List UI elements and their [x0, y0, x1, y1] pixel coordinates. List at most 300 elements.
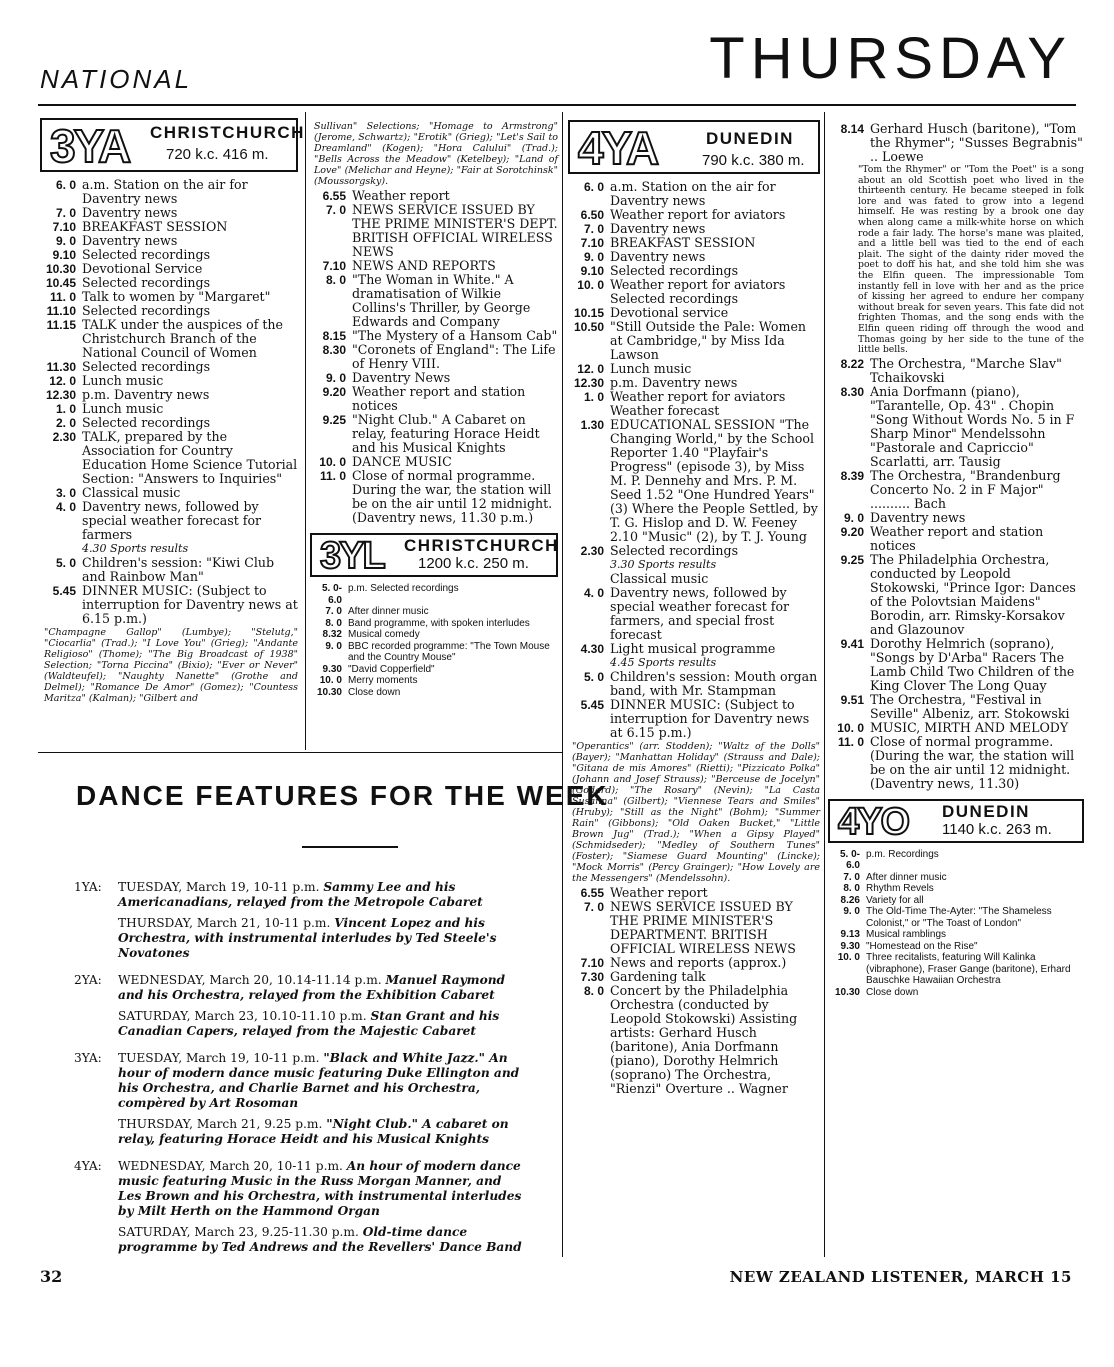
- programme-entry: [40, 500, 298, 542]
- header-rule: [38, 104, 1076, 106]
- entry-time: 8.39: [840, 468, 864, 483]
- programme-entry: [828, 525, 1084, 553]
- entry-time: 2.30: [580, 544, 604, 558]
- entry-time: 10.30: [834, 986, 860, 998]
- programme-entry: [568, 180, 820, 208]
- entry-time: 9. 0: [843, 510, 864, 525]
- entry-time: 8.32: [322, 629, 342, 640]
- entry-text: Daventry news: [610, 221, 706, 236]
- entry-text: The Old-Time The-Ayter: "The Shameless Colonist," or "The Toast of London": [866, 906, 1052, 929]
- station-city: DUNEDIN: [706, 129, 794, 148]
- entry-text: Lunch music: [610, 361, 692, 376]
- station-freq: 1200 k.c. 250 m.: [418, 555, 529, 572]
- programme-entry: [310, 189, 558, 203]
- programme-entry: [40, 290, 298, 304]
- programme-entry: [568, 642, 820, 656]
- dance-text: [118, 973, 522, 1003]
- entry-text: Selected recordings: [82, 415, 211, 430]
- programme-entry: [310, 664, 558, 676]
- programme-entry: [568, 264, 820, 278]
- entry-time: 10. 0: [577, 278, 604, 292]
- entry-time: 6.55: [580, 886, 604, 900]
- programme-entry: [40, 402, 298, 416]
- entry-text: Selected recordings: [82, 247, 211, 262]
- entry-text: Close of normal programme. (During the war, the station will be on the air until 12 midnight. (Daventry news, 11.30): [870, 733, 1075, 791]
- dance-features-title: DANCE FEATURES FOR THE WEEK: [76, 780, 609, 811]
- entry-text: The Orchestra, "Festival in Seville" Albeniz, arr. Stokowski: [870, 691, 1070, 721]
- section-label: NATIONAL: [40, 64, 193, 94]
- entry-text: Selected recordings: [610, 263, 739, 278]
- programme-entry: [40, 374, 298, 388]
- entry-text: DANCE MUSIC: [352, 454, 452, 469]
- entry-text: Close of normal programme. During the war, the station will be on the air until 12 midnight. (Daventry news, 11.30 p.m.): [352, 468, 553, 525]
- dance-date: TUESDAY, March 19, 10-11 p.m.: [118, 1051, 320, 1065]
- entry-text: Children's session: Mouth organ band, with Mr. Stampman: [610, 669, 818, 698]
- entry-text: Close down: [348, 686, 401, 698]
- entry-text: Ania Dorfmann (piano), "Tarantelle, Op. 43" . Chopin "Song Without Words No. 5 in F Sharp Minor" Mendelssohn "Pastorale and Capriccio" Scarlatti, arr. Tausig: [870, 383, 1075, 469]
- dance-entry: [74, 1051, 522, 1147]
- programme-entry: [828, 895, 1084, 907]
- dance-text: [118, 880, 522, 910]
- entry-text: Classical music: [82, 485, 181, 500]
- entry-time: 6.50: [580, 208, 604, 222]
- programme-entry: [828, 929, 1084, 941]
- column-divider: [562, 112, 563, 1257]
- programme-list: [568, 572, 820, 656]
- dinner-music-list: "Operantics" (arr. Stodden); "Waltz of the Dolls" (Bayer); "Manhattan Holiday" (Strauss and Dale); "Gitana de mis Amores" (Rietti); "Pizzicato Polka" (Johann and Josef Strauss); "Berceuse de Jocelyn" (Godard); "The Rosary" (Nevin); "La Casta Susanna" (Gilbert); "Viennese Tears and Smiles" (Hruby); "Still as the Night" (Bohm); "Summer Rain" (Gibbons); "Old Oaken Bucket," "Little Brown Jug" (Trad.); "When a Gipsy Played" (Schmidseder); "Medley of Southern Tunes" (Foster); "Siamese Guard Mounting" (Lincke); "Mock Morris" (Percy Grainger); "How Lovely are the Messengers" (Mendelssohn).: [572, 741, 820, 884]
- entry-time: 4. 0: [583, 586, 604, 600]
- title-rule: [302, 846, 398, 848]
- entry-text: Lunch music: [82, 401, 164, 416]
- programme-list: [310, 189, 558, 525]
- programme-list: [828, 849, 1084, 999]
- programme-entry: [828, 941, 1084, 953]
- dance-line: [74, 1009, 522, 1039]
- entry-time: 9.30: [840, 940, 860, 952]
- entry-time: [568, 572, 610, 586]
- programme-entry: [828, 637, 1084, 693]
- entry-text: Selected recordings: [82, 303, 211, 318]
- entry-time: 8.26: [840, 894, 860, 906]
- dance-details: An hour of modern dance music featuring Music in the Russ Morgan Manner, and Les Brown and his Orchestra, with instrumental interludes by Milt Herth on the Hammond Organ: [118, 1159, 522, 1218]
- entry-time: 2.30: [52, 430, 76, 444]
- entry-text: Weather report for aviators Selected recordings: [610, 277, 786, 306]
- entry-time: 9.51: [840, 692, 864, 707]
- entry-text: Children's session: "Kiwi Club and Rainbow Man": [82, 555, 275, 584]
- station-call: 3YL: [320, 535, 384, 577]
- entry-text: NEWS SERVICE ISSUED BY THE PRIME MINISTER'S DEPT. BRITISH OFFICIAL WIRELESS NEWS: [352, 202, 558, 259]
- dance-line: [74, 880, 522, 910]
- entry-text: NEWS SERVICE ISSUED BY THE PRIME MINISTER'S DEPARTMENT. BRITISH OFFICIAL WIRELESS NEWS: [610, 899, 796, 956]
- entry-text: The Philadelphia Orchestra, conducted by Leopold Stokowski, "Prince Igor: Dances of the Polovtsian Maidens" Borodin, arr. Rimsky-Korsakov and Glazounov: [870, 551, 1076, 637]
- entry-time: 8.14: [840, 122, 864, 136]
- programme-entry: [40, 416, 298, 430]
- entry-text: Gerhard Husch (baritone), "Tom the Rhymer"; "Susses Begrabnis" .. Loewe: [870, 121, 1083, 164]
- dance-line: [74, 1051, 522, 1111]
- entry-text: TALK under the auspices of the Christchurch Branch of the National Council of Women: [82, 317, 283, 360]
- dance-entry: [74, 880, 522, 961]
- column-divider: [824, 112, 825, 1257]
- programme-entry: [568, 362, 820, 376]
- station-box-3yl: [310, 533, 558, 577]
- programme-list: [310, 583, 558, 698]
- entry-text: Selected recordings: [610, 543, 739, 558]
- entry-text: Band programme, with spoken interludes: [348, 617, 530, 629]
- entry-text: The Orchestra, "Marche Slav" Tchaikovski: [870, 355, 1062, 385]
- entry-text: "The Mystery of a Hansom Cab": [352, 328, 558, 343]
- entry-text: DINNER MUSIC: (Subject to interruption for Daventry news at 6.15 p.m.): [610, 697, 810, 740]
- dance-date: WEDNESDAY, March 20, 10.14-11.14 p.m.: [118, 973, 382, 987]
- station-call: 4YA: [578, 122, 658, 174]
- station-code: [74, 1117, 118, 1147]
- programme-entry: [828, 906, 1084, 929]
- programme-entry: [568, 208, 820, 222]
- entry-text: NEWS AND REPORTS: [352, 258, 496, 273]
- sports-note: 4.30 Sports results: [82, 542, 189, 555]
- programme-entry: [568, 984, 820, 1096]
- entry-time: 6.55: [322, 189, 346, 203]
- entry-text: "Still Outside the Pale: Women at Cambridge," by Miss Ida Lawson: [610, 319, 807, 362]
- programme-entry: [310, 259, 558, 273]
- dance-text: [118, 916, 522, 961]
- entry-text: Daventry news: [82, 205, 178, 220]
- programme-entry: [40, 318, 298, 360]
- programme-entry: [310, 203, 558, 259]
- programme-entry: [568, 572, 820, 586]
- dance-text: [118, 1159, 522, 1219]
- dance-date: SATURDAY, March 23, 9.25-11.30 p.m.: [118, 1225, 359, 1239]
- sports-note: 3.30 Sports results: [610, 558, 717, 571]
- station-code: [74, 1009, 118, 1039]
- programme-entry: [40, 584, 298, 626]
- entry-time: 9.13: [840, 929, 860, 941]
- entry-text: Weather report and station notices: [870, 523, 1044, 553]
- entry-time: 9. 0: [843, 906, 860, 918]
- dance-text: [118, 1009, 522, 1039]
- programme-entry: [568, 390, 820, 418]
- dance-details: Old-time dance programme by Ted Andrews and the Revellers' Dance Band: [118, 1225, 522, 1254]
- programme-entry: [568, 320, 820, 362]
- column-3ya: [40, 118, 305, 706]
- entry-time: 7. 0: [843, 871, 860, 883]
- day-heading: THURSDAY: [709, 26, 1072, 91]
- dance-date: TUESDAY, March 19, 10-11 p.m.: [118, 880, 320, 894]
- entry-text: Selected recordings: [82, 275, 211, 290]
- programme-entry: [568, 900, 820, 956]
- programme-entry: [310, 583, 558, 606]
- section-rule: [38, 752, 562, 753]
- entry-text: Weather report and station notices: [352, 384, 526, 413]
- station-code: [74, 1225, 118, 1255]
- dance-text: [118, 1225, 522, 1255]
- programme-entry: [310, 273, 558, 329]
- entry-time: 12.30: [45, 388, 76, 402]
- dance-details: Sammy Lee and his Americanadians, relayed from the Metropole Cabaret: [118, 880, 483, 909]
- programme-entry: [40, 248, 298, 262]
- programme-entry: [568, 278, 820, 306]
- programme-entry: [310, 687, 558, 699]
- station-box-4yo: [828, 799, 1084, 843]
- entry-text: Daventry News: [352, 370, 451, 385]
- programme-entry: [40, 178, 298, 206]
- column-divider: [305, 112, 306, 750]
- entry-text: p.m. Daventry news: [82, 387, 210, 402]
- entry-text: BREAKFAST SESSION: [610, 235, 756, 250]
- programme-entry: [40, 234, 298, 248]
- entry-time: 9. 0: [55, 234, 76, 248]
- entry-time: 8. 0: [325, 273, 346, 287]
- entry-time: 5. 0: [55, 556, 76, 570]
- entry-text: BREAKFAST SESSION: [82, 219, 228, 234]
- programme-entry: [310, 469, 558, 525]
- entry-text: Musical ramblings: [866, 929, 947, 941]
- entry-time: 9.25: [322, 413, 346, 427]
- programme-entry: [40, 276, 298, 290]
- entry-text: Selected recordings: [82, 359, 211, 374]
- entry-text: a.m. Station on the air for Daventry news: [82, 177, 248, 206]
- dance-entry: [74, 1159, 522, 1255]
- programme-entry: [310, 618, 558, 630]
- entry-time: 9. 0: [583, 250, 604, 264]
- column-4ya-cont: [828, 122, 1084, 998]
- programme-entry: [40, 388, 298, 402]
- entry-time: 5. 0: [583, 670, 604, 684]
- programme-entry: [828, 883, 1084, 895]
- dance-line: [74, 1117, 522, 1147]
- programme-entry: [40, 304, 298, 318]
- entry-time: 10.30: [45, 262, 76, 276]
- entry-time: 11. 0: [319, 469, 346, 483]
- station-call: 4YO: [838, 800, 909, 843]
- entry-text: Devotional service: [610, 305, 729, 320]
- dance-details: "Night Club." A cabaret on relay, featuring Horace Heidt and his Musical Knights: [118, 1117, 509, 1146]
- programme-entry: [40, 430, 298, 486]
- programme-entry: [828, 693, 1084, 721]
- programme-list: [828, 357, 1084, 791]
- entry-text: The Orchestra, "Brandenburg Concerto No. 2 in F Major" .......... Bach: [870, 467, 1061, 511]
- column-4ya: [568, 120, 820, 1096]
- entry-text: Merry moments: [348, 675, 418, 686]
- programme-entry: [568, 586, 820, 642]
- entry-time: 8. 0: [843, 883, 860, 895]
- programme-entry: [568, 670, 820, 698]
- dance-features-list: [74, 880, 522, 1267]
- programme-entry: [828, 721, 1084, 735]
- entry-time: 9.25: [840, 552, 864, 567]
- programme-list: [40, 556, 298, 626]
- programme-entry: [568, 886, 820, 900]
- programme-list: [568, 886, 820, 1096]
- entry-time: 10. 0: [319, 455, 346, 469]
- entry-time: 8. 0: [583, 984, 604, 998]
- entry-time: 8. 0: [325, 617, 342, 629]
- entry-text: Weather report: [352, 188, 450, 203]
- entry-time: 11.15: [46, 318, 76, 332]
- programme-entry: [828, 385, 1084, 469]
- entry-time: 7.10: [322, 259, 346, 273]
- programme-entry: [310, 385, 558, 413]
- entry-time: 5. 0-6.0: [321, 583, 342, 606]
- entry-time: 5.45: [52, 584, 76, 598]
- entry-text: Daventry news: [870, 509, 966, 525]
- programme-list: [40, 178, 298, 542]
- entry-text: EDUCATIONAL SESSION "The Changing World," by the School Reporter 1.40 "Playfair's Progress" (episode 3), by Miss M. P. Dennehy and Mrs. P. M. Seed 1.52 "One Hundred Years" (3) Where the People Settled, by T. G. Hislop and D. W. Feeney 2.10 "Music" (2), by T. J. Young: [610, 417, 818, 544]
- station-freq: 1140 k.c. 263 m.: [942, 820, 1052, 838]
- programme-entry: [310, 413, 558, 455]
- entry-time: 4.30: [580, 642, 604, 656]
- dance-line: [74, 973, 522, 1003]
- entry-text: BBC recorded programme: "The Town Mouse and the Country Mouse": [348, 640, 550, 663]
- dance-line: [74, 1159, 522, 1219]
- entry-text: DINNER MUSIC: (Subject to interruption for Daventry news at 6.15 p.m.): [82, 583, 298, 626]
- station-code: [74, 916, 118, 961]
- programme-entry: [568, 544, 820, 558]
- entry-text: Gardening talk: [610, 969, 706, 984]
- entry-time: 7.30: [580, 970, 604, 984]
- entry-time: 10.15: [573, 306, 604, 320]
- entry-time: 12. 0: [49, 374, 76, 388]
- dance-details: Manuel Raymond and his Orchestra, relayed from the Exhibition Cabaret: [118, 973, 506, 1002]
- entry-time: 9.10: [580, 264, 604, 278]
- station-code: 3YA:: [74, 1051, 102, 1065]
- dance-details: Vincent Lopez and his Orchestra, with instrumental interludes by Ted Steele's Novatones: [118, 916, 497, 960]
- programme-entry: [310, 455, 558, 469]
- entry-text: Close down: [866, 986, 919, 998]
- entry-time: 1. 0: [583, 390, 604, 404]
- entry-time: 7.10: [580, 956, 604, 970]
- programme-entry: [40, 556, 298, 584]
- entry-time: 9.30: [322, 663, 342, 675]
- entry-time: 7. 0: [55, 206, 76, 220]
- dance-line: [74, 916, 522, 961]
- entry-time: 11.10: [46, 304, 76, 318]
- station-freq: 790 k.c. 380 m.: [702, 152, 805, 169]
- entry-time: 7.10: [52, 220, 76, 234]
- station-code: 1YA:: [74, 880, 102, 894]
- entry-text: Weather report: [610, 885, 708, 900]
- programme-entry: [568, 376, 820, 390]
- sports-note: 4.45 Sports results: [610, 656, 717, 669]
- entry-text: p.m. Recordings: [866, 848, 939, 860]
- entry-text: Daventry news, followed by special weather forecast for farmers: [82, 499, 262, 542]
- programme-entry: [828, 849, 1084, 872]
- programme-entry: [828, 872, 1084, 884]
- entry-text: Rhythm Revels: [866, 883, 934, 895]
- programme-entry: [568, 970, 820, 984]
- programme-entry: [828, 553, 1084, 637]
- entry-text: Light musical programme: [610, 641, 776, 656]
- programme-entry: [568, 418, 820, 544]
- entry-time: 9.41: [840, 636, 864, 651]
- programme-entry: [568, 698, 820, 740]
- station-city: CHRISTCHURCH: [150, 123, 305, 142]
- entry-text: After dinner music: [866, 871, 947, 883]
- entry-text: Lunch music: [82, 373, 164, 388]
- programme-entry: [828, 122, 1084, 164]
- entry-text: Classical music: [610, 571, 709, 586]
- dance-entry: [74, 973, 522, 1039]
- entry-text: Devotional Service: [82, 261, 203, 276]
- entry-text: Three recitalists, featuring Will Kalinka (vibraphone), Fraser Gange (baritone), Erhard Bauschke Hawaiian Orchestra: [866, 952, 1071, 987]
- station-code: 4YA:: [74, 1159, 102, 1173]
- station-call: 3YA: [50, 120, 130, 172]
- programme-entry: [310, 371, 558, 385]
- entry-time: 10. 0: [319, 675, 342, 686]
- programme-entry: [828, 469, 1084, 511]
- dance-details: Stan Grant and his Canadian Capers, relayed from the Majestic Cabaret: [118, 1009, 500, 1038]
- programme-entry: [310, 606, 558, 618]
- dance-date: SATURDAY, March 23, 10.10-11.10 p.m.: [118, 1009, 367, 1023]
- page-number: 32: [40, 1267, 63, 1286]
- entry-text: Talk to women by "Margaret": [82, 289, 271, 304]
- entry-time: 8.30: [840, 384, 864, 399]
- entry-time: 10.30: [316, 686, 342, 698]
- programme-entry: [310, 629, 558, 641]
- entry-text: p.m. Daventry news: [610, 375, 738, 390]
- entry-text: Variety for all: [866, 894, 924, 906]
- entry-time: 9. 0: [325, 371, 346, 385]
- programme-entry: [828, 735, 1084, 791]
- dance-date: THURSDAY, March 21, 9.25 p.m.: [118, 1117, 323, 1131]
- entry-time: 6. 0: [55, 178, 76, 192]
- programme-entry: [40, 206, 298, 220]
- entry-text: Daventry news: [82, 233, 178, 248]
- entry-time: 9.20: [840, 524, 864, 539]
- entry-text: Daventry news: [610, 249, 706, 264]
- entry-time: 11. 0: [49, 290, 76, 304]
- entry-time: 8.15: [322, 329, 346, 343]
- programme-list: [828, 122, 1084, 164]
- entry-text: Weather report for aviators: [610, 207, 786, 222]
- entry-time: 2. 0: [55, 416, 76, 430]
- programme-entry: [828, 987, 1084, 999]
- dance-date: WEDNESDAY, March 20, 10-11 p.m.: [118, 1159, 343, 1173]
- publication-footer: NEW ZEALAND LISTENER, MARCH 15: [729, 1268, 1072, 1286]
- entry-time: 7.10: [580, 236, 604, 250]
- entry-text: "Homestead on the Rise": [866, 940, 978, 952]
- entry-time: 1.30: [580, 418, 604, 432]
- entry-time: 9.20: [322, 385, 346, 399]
- entry-text: Concert by the Philadelphia Orchestra (conducted by Leopold Stokowski) Assisting artists: Gerhard Husch (baritone), Ania Dorfmann (piano), Dorothy Helmrich (soprano) The Orchestra, "Rienzi" Overture .. Wagner: [610, 983, 798, 1096]
- programme-list: [568, 180, 820, 558]
- column-3ya-cont: [310, 120, 558, 698]
- entry-text: TALK, prepared by the Association for Country Education Home Science Tutorial Section: "Answers to Inquiries": [82, 429, 298, 486]
- entry-time: 11.30: [46, 360, 76, 374]
- entry-text: Musical comedy: [348, 629, 420, 640]
- entry-text: Daventry news, followed by special weather forecast for farmers, and special frost forecast: [610, 585, 790, 642]
- programme-entry: [310, 329, 558, 343]
- dance-date: THURSDAY, March 21, 10-11 p.m.: [118, 916, 331, 930]
- entry-time: 11. 0: [837, 734, 864, 749]
- entry-time: 12.30: [573, 376, 604, 390]
- entry-text: "Night Club." A Cabaret on relay, featuring Horace Heidt and his Musical Knights: [352, 412, 540, 455]
- entry-time: 7. 0: [583, 900, 604, 914]
- dance-text: [118, 1117, 522, 1147]
- entry-time: 10.50: [573, 320, 604, 334]
- entry-text: "The Woman in White." A dramatisation of Wilkie Collins's Thriller, by George Edwards and Company: [352, 272, 531, 329]
- entry-time: 9.10: [52, 248, 76, 262]
- entry-time: 4. 0: [55, 500, 76, 514]
- programme-entry: [310, 641, 558, 664]
- entry-time: 9. 0: [325, 640, 342, 652]
- programme-entry: [40, 262, 298, 276]
- programme-entry: [40, 220, 298, 234]
- dinner-music-list: Sullivan" Selections; "Homage to Armstrong" (Jerome, Schwartz); "Erotik" (Grieg); "Let's Sail to Dreamland" (Kogen); "Hora Calului" (Trad.); "Bells Across the Meadow" (Ketelbey); "Land of Love" (Melichar and Heyne); "Fair at Sorotchinsk" (Moussorgsky).: [314, 121, 558, 187]
- entry-time: 10.45: [45, 276, 76, 290]
- entry-text: a.m. Station on the air for Daventry news: [610, 179, 776, 208]
- entry-time: 1. 0: [55, 402, 76, 416]
- entry-time: 3. 0: [55, 486, 76, 500]
